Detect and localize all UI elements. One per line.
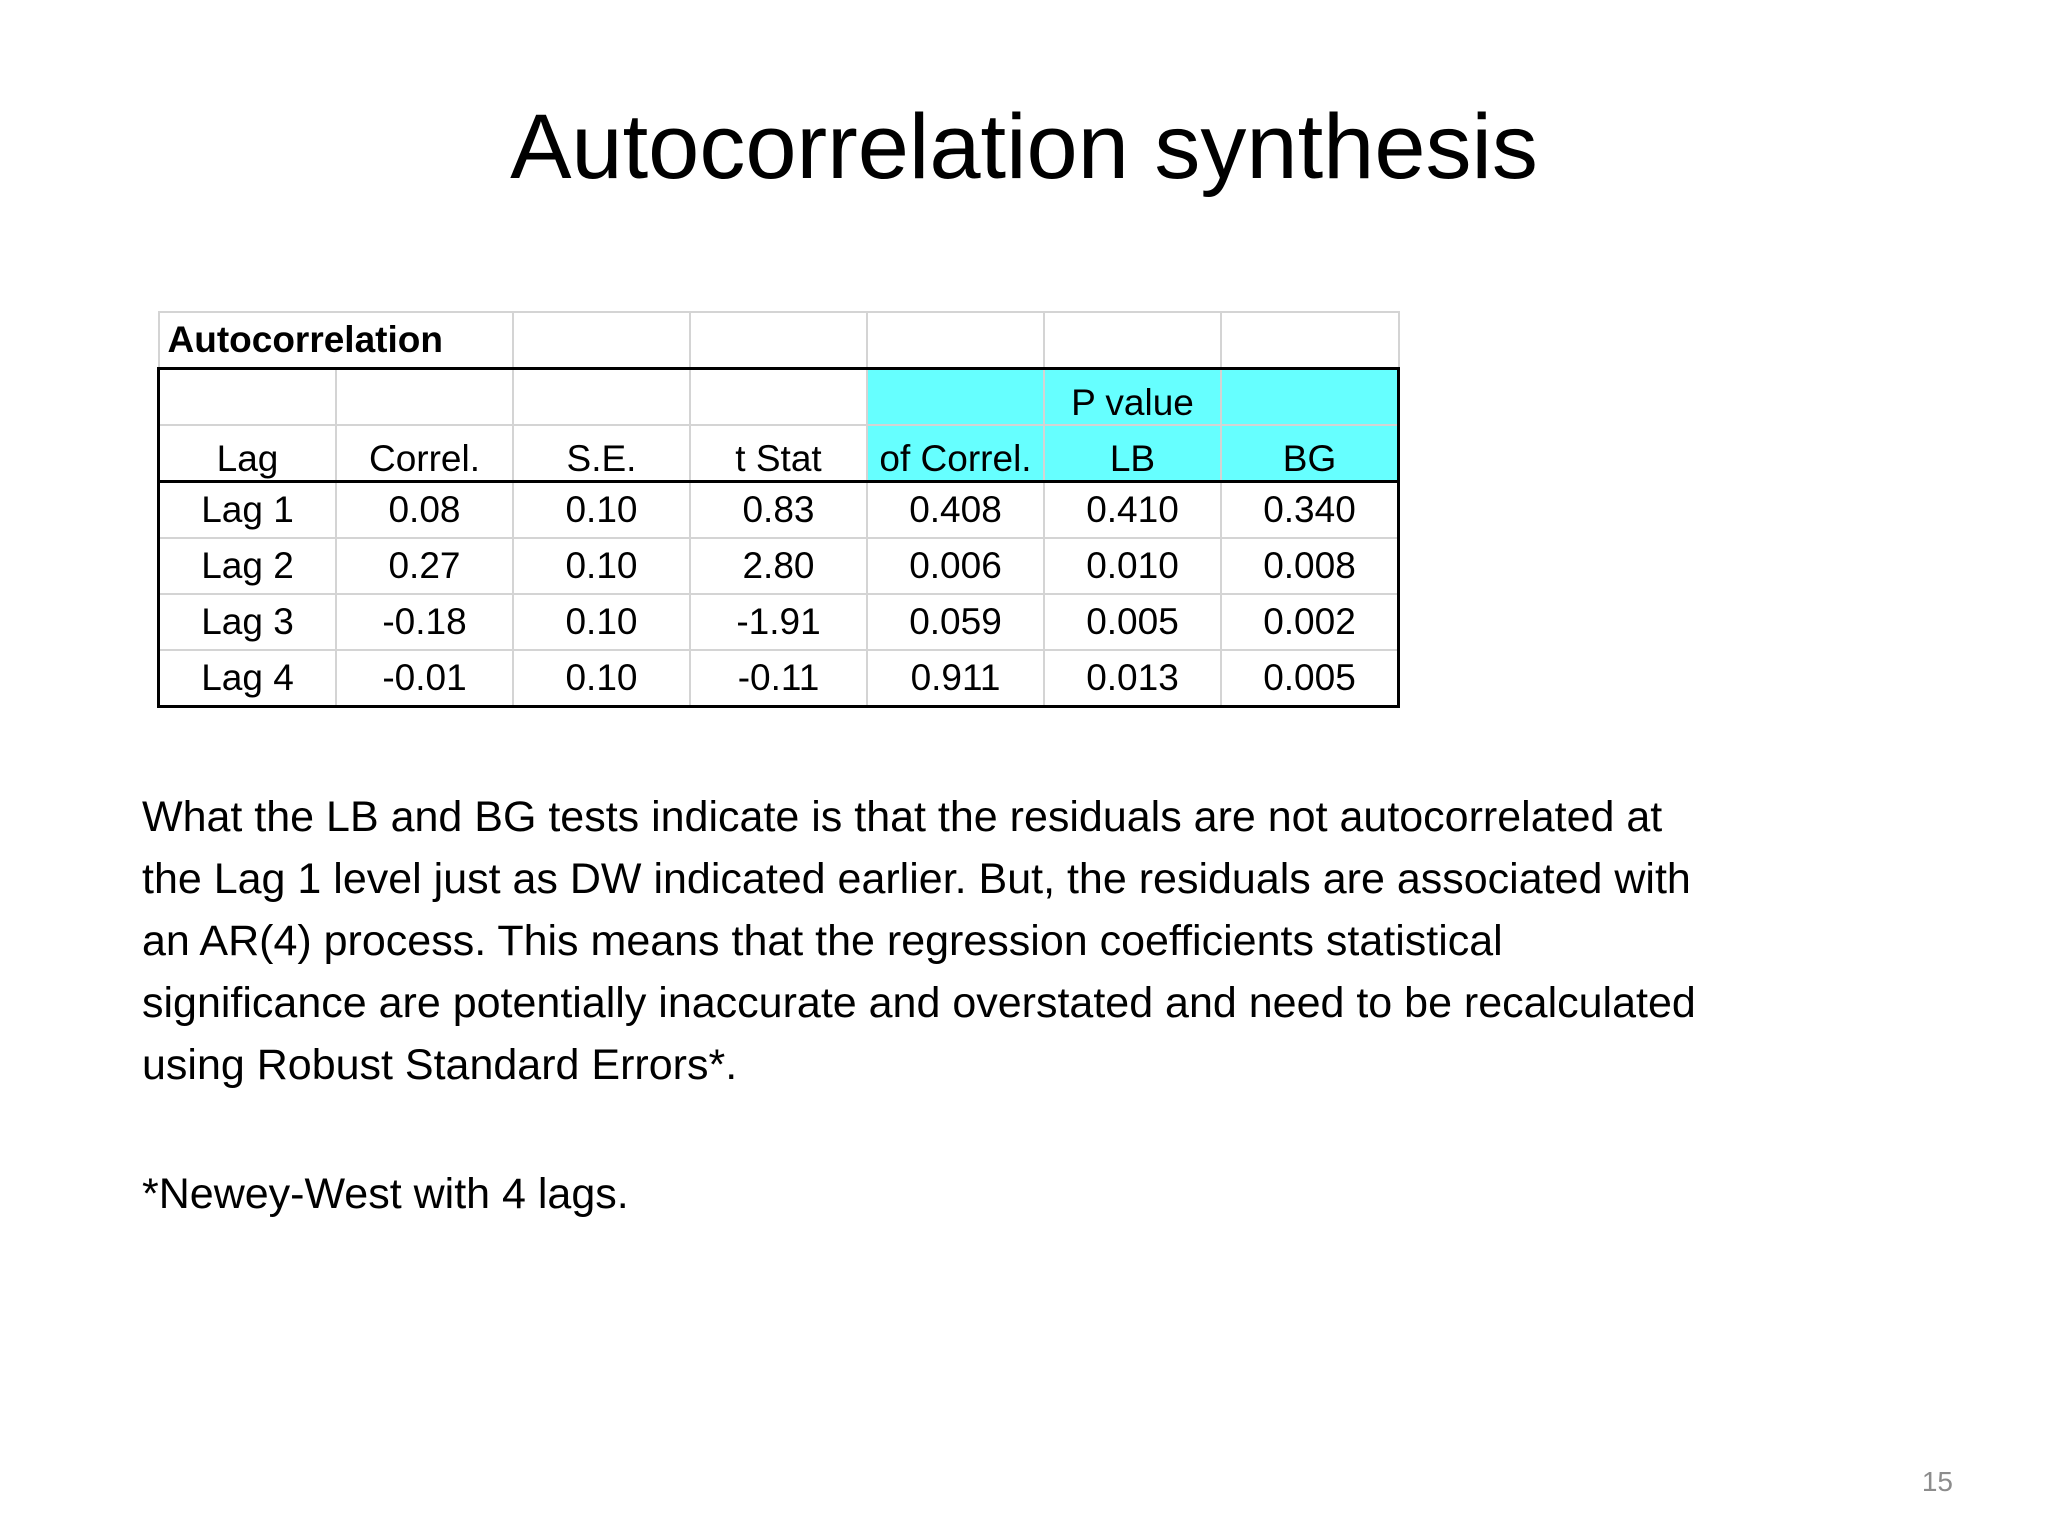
table-cell: 0.08 xyxy=(336,482,513,539)
table-cell: 0.10 xyxy=(513,594,690,650)
column-header: BG xyxy=(1221,425,1399,482)
table-cell: -0.11 xyxy=(690,650,867,707)
slide-title: Autocorrelation synthesis xyxy=(510,96,1538,198)
table-cell: 0.83 xyxy=(690,482,867,539)
column-header: Lag xyxy=(159,425,337,482)
column-header: S.E. xyxy=(513,425,690,482)
table-cell: 0.10 xyxy=(513,482,690,539)
body-line: What the LB and BG tests indicate is that the residuals are not autocorrelated at xyxy=(142,793,1663,841)
footnote: *Newey-West with 4 lags. xyxy=(142,1170,629,1218)
table-cell: 0.008 xyxy=(1221,538,1399,594)
table-cell: 0.10 xyxy=(513,650,690,707)
table-cell: -0.01 xyxy=(336,650,513,707)
body-line: using Robust Standard Errors*. xyxy=(142,1041,738,1089)
table-cell: 0.006 xyxy=(867,538,1044,594)
table-cell: 0.002 xyxy=(1221,594,1399,650)
table-cell: 0.410 xyxy=(1044,482,1221,539)
empty-cell xyxy=(690,312,867,369)
table-caption: Autocorrelation xyxy=(159,312,514,369)
pvalue-header-cell xyxy=(867,369,1044,426)
pvalue-group-header: P value xyxy=(1044,369,1221,426)
table-cell: 0.911 xyxy=(867,650,1044,707)
empty-cell xyxy=(690,369,867,426)
column-header: LB xyxy=(1044,425,1221,482)
body-line: significance are potentially inaccurate and overstated and need to be recalculated xyxy=(142,979,1696,1027)
table-row xyxy=(159,482,1399,539)
page-number: 15 xyxy=(1921,1466,1953,1497)
table-cell: Lag 4 xyxy=(159,650,337,707)
table-cell: 0.340 xyxy=(1221,482,1399,539)
autocorrelation-table xyxy=(157,311,1400,708)
table-cell: 0.059 xyxy=(867,594,1044,650)
table-cell: 0.010 xyxy=(1044,538,1221,594)
body-line: an AR(4) process. This means that the regression coefficients statistical xyxy=(142,917,1503,965)
column-header: t Stat xyxy=(690,425,867,482)
table-row xyxy=(159,538,1399,594)
table-row xyxy=(159,650,1399,707)
table-row xyxy=(159,594,1399,650)
table-cell: 0.005 xyxy=(1221,650,1399,707)
table-cell: Lag 1 xyxy=(159,482,337,539)
table-caption-row xyxy=(159,312,1399,369)
table-cell: Lag 3 xyxy=(159,594,337,650)
body-paragraph xyxy=(142,786,1902,1096)
table-cell: 0.013 xyxy=(1044,650,1221,707)
empty-cell xyxy=(513,369,690,426)
pvalue-header-cell xyxy=(1221,369,1399,426)
column-header: of Correl. xyxy=(867,425,1044,482)
table-cell: 0.005 xyxy=(1044,594,1221,650)
table-cell: 0.408 xyxy=(867,482,1044,539)
empty-cell xyxy=(1221,312,1399,369)
table-cell: 2.80 xyxy=(690,538,867,594)
table-cell: 0.27 xyxy=(336,538,513,594)
empty-cell xyxy=(513,312,690,369)
empty-cell xyxy=(159,369,337,426)
empty-cell xyxy=(336,369,513,426)
table-cell: 0.10 xyxy=(513,538,690,594)
column-header: Correl. xyxy=(336,425,513,482)
column-header-row xyxy=(159,425,1399,482)
empty-cell xyxy=(867,312,1044,369)
body-line: the Lag 1 level just as DW indicated earlier. But, the residuals are associated with xyxy=(142,855,1691,903)
table-cell: -0.18 xyxy=(336,594,513,650)
empty-cell xyxy=(1044,312,1221,369)
table-cell: Lag 2 xyxy=(159,538,337,594)
group-header-row xyxy=(159,369,1399,426)
table-cell: -1.91 xyxy=(690,594,867,650)
